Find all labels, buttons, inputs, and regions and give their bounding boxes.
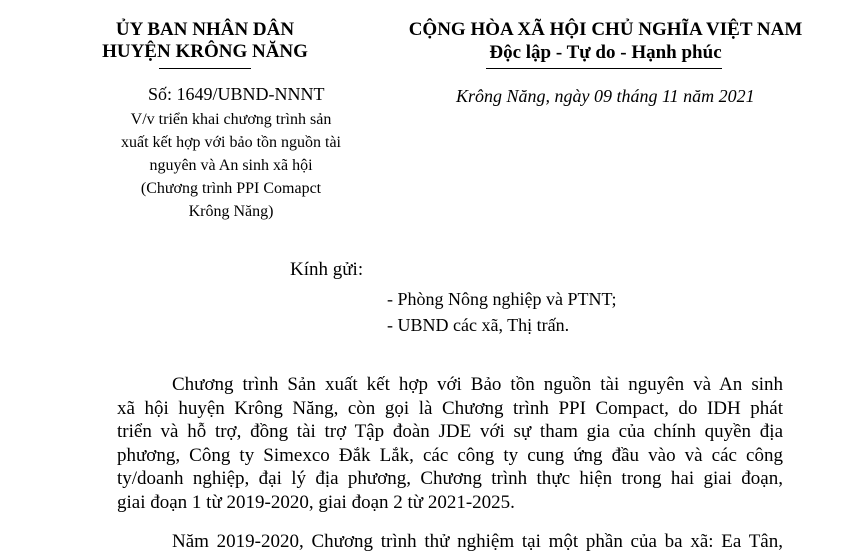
subject-line: xuất kết hợp với bảo tồn nguồn tài [121,134,341,151]
recipient-item: - UBND các xã, Thị trấn. [387,315,570,335]
authority-line-1: ỦY BAN NHÂN DÂN [115,19,295,40]
authority-underline [159,68,251,69]
authority-line-2: HUYỆN KRÔNG NĂNG [102,41,308,62]
date-line: Krông Năng, ngày 09 tháng 11 năm 2021 [456,86,755,106]
subject-line: Krông Năng) [188,203,274,220]
document-number: Số: 1649/UBND-NNNT [148,84,325,104]
paragraph-line: ty/doanh nghiệp, đại lý địa phương, Chương trình thực hiện trong hai giai đoạn, [117,468,783,489]
paragraph-line: Năm 2019-2020, Chương trình thử nghiệm tại một phần của ba xã: Ea Tân, [172,531,783,552]
subject-line: nguyên và An sinh xã hội [149,157,313,174]
paragraph-line: Chương trình Sản xuất kết hợp với Bảo tồn nguồn tài nguyên và An sinh [172,374,783,395]
motto-underline [486,68,722,69]
paragraph-line: giai đoạn 1 từ 2019-2020, giai đoạn 2 từ 2021-2025. [117,491,515,513]
paragraph-line: triển và hỗ trợ, đồng tài trợ Tập đoàn JDE với sự tham gia của chính quyền địa [117,421,783,442]
greeting: Kính gửi: [290,259,364,280]
paragraph-line: xã hội huyện Krông Năng, còn gọi là Chương trình PPI Compact, do IDH phát [117,397,783,419]
recipient-item: - Phòng Nông nghiệp và PTNT; [387,289,617,309]
body-paragraph-2 [117,530,783,554]
subject-line: V/v triển khai chương trình sản [130,111,332,128]
issuing-authority [80,0,330,60]
subject-block [80,108,382,223]
national-motto: Độc lập - Tự do - Hạnh phúc [489,42,722,63]
subject-line: (Chương trình PPI Comapct [140,180,322,197]
body-paragraph-1 [117,373,783,514]
national-title: CỘNG HÒA XÃ HỘI CHỦ NGHĨA VIỆT NAM [408,19,803,40]
paragraph-line: phương, Công ty Simexco Đắk Lắk, các công ty cung ứng đầu vào và các công [117,444,783,466]
